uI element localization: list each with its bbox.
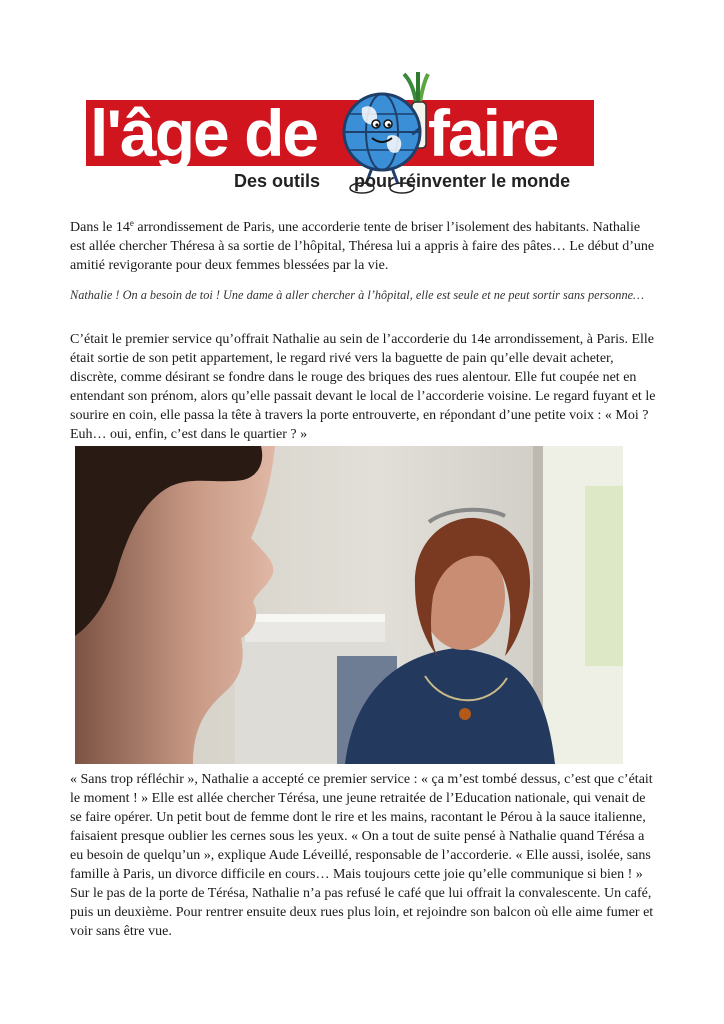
article-quote: Nathalie ! On a besoin de toi ! Une dame à aller chercher à l’hôpital, elle est seule et ne peut sortir sans personne… xyxy=(70,288,644,302)
intro-rest: arrondissement de Paris, une accorderie tente de briser l’isolement des habitants. Nathalie est allée chercher Théresa à sa sortie de l’hôpital, Théresa lui a appris à faire des pâtes… Le début d’une amitié revigorante pour deux femmes blessées par la vie. xyxy=(70,220,655,273)
article-intro xyxy=(70,218,658,275)
logo-tagline-right: pour réinventer le monde xyxy=(354,171,571,191)
logo-tagline-left: Des outils xyxy=(234,171,321,191)
intro-lead: Dans le 14 xyxy=(70,220,130,235)
logo-word-left: l'âge de xyxy=(90,96,318,170)
intro-ordinal-suffix: e xyxy=(129,218,134,228)
logo-tagline xyxy=(234,168,570,194)
article-paragraph-2: « Sans trop réfléchir », Nathalie a accepté ce premier service : « ça m’est tombé dessus, c’est que c’était le moment ! » Elle est allée chercher Térésa, une jeune retraitée de l’Education nationale, qui venait de se faire opérer. Un petit bout de femme dont le rire et les mains, racontant le Pérou à la sauce italienne, faisaient presque oublier les cernes sous les yeux. « On a tout de suite pensé à Nathalie quand Térésa a eu besoin de quelqu’un », explique Aude Léveillé, responsable de l’accorderie. « Elle aussi, isolée, sans famille à Paris, un divorce difficile en cours… Mais toujours cette joie qu’elle communique si bien ! » Sur le pas de la porte de Térésa, Nathalie n’a pas refusé le café que lui offrait la convalescente. Un café, puis un deuxième. Pour rentrer ensuite deux rues plus loin, et rejoindre son balcon où elle aime fumer et voir sans être vue. xyxy=(70,772,654,939)
article-paragraph-1: C’était le premier service qu’offrait Nathalie au sein de l’accorderie du 14e arrondissement, à Paris. Elle était sortie de son petit appartement, le regard rivé vers la baguette de pain qu’elle devait acheter, discrète, comme désirant se fondre dans le rouge des briques des rues alentour. Elle fut coupée net en entendant son prénom, alors qu’elle passait devant le local de l’accorderie voisine. Le regard fuyant et le sourire en coin, elle passa la tête à travers la porte entrouverte, en répondant d’une petite voix : « Moi ? Euh… oui, enfin, c’est dans le quartier ? » xyxy=(70,332,656,442)
photo-illustration xyxy=(75,446,623,764)
article-photo xyxy=(75,446,623,764)
logo-word-right: faire xyxy=(428,96,558,170)
site-logo[interactable] xyxy=(86,72,594,198)
